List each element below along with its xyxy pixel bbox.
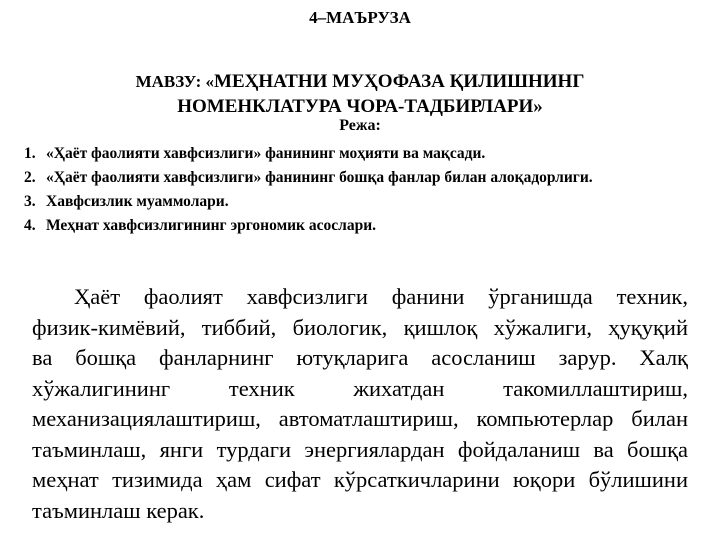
body-paragraph xyxy=(32,282,688,526)
body-line: хўжалигининг техник жихатдан такомиллаштириш, xyxy=(32,375,688,401)
body-line: Ҳаёт фаолият хавфсизлиги фанини ўрганишда техник, xyxy=(74,284,688,309)
plan-item-text: Меҳнат хавфсизлигининг эргономик асослари. xyxy=(46,217,376,234)
plan-item-number: 1. xyxy=(24,145,36,162)
body-line: физик-кимёвий, тиббий, биологик, қишлоқ хўжалиги, ҳуқуқий xyxy=(32,314,688,340)
plan-item-text: Хавфсизлик муаммолари. xyxy=(46,193,229,210)
lecture-number: 4–МАЪРУЗА xyxy=(309,8,411,27)
plan-list xyxy=(24,142,593,238)
topic-line-2: НОМЕНКЛАТУРА ЧОРА-ТАДБИРЛАРИ» xyxy=(177,96,543,117)
topic-prefix: МАВЗУ: « xyxy=(135,72,215,91)
body-line: таъминлаш, янги турдаги энергиялардан фойдаланиш ва бошқа xyxy=(32,436,688,462)
topic-line-1: МЕҲНАТНИ МУҲОФАЗА ҚИЛИШНИНГ xyxy=(214,71,585,92)
topic-title xyxy=(0,70,720,119)
plan-item xyxy=(24,166,593,190)
plan-item-text: «Ҳаёт фаолияти хавфсизлиги» фанининг моҳияти ва мақсади. xyxy=(46,145,486,162)
plan-item-number: 3. xyxy=(24,193,36,210)
plan-item-number: 4. xyxy=(24,217,36,234)
plan-heading: Режа: xyxy=(339,117,381,134)
body-line: механизациялаштириш, автоматлаштириш, компьютерлар билан xyxy=(32,406,688,431)
plan-item-text: «Ҳаёт фаолияти хавфсизлиги» фанининг бошқа фанлар билан алоқадорлиги. xyxy=(46,169,593,186)
body-line: таъминлаш керак. xyxy=(32,497,205,523)
plan-item-number: 2. xyxy=(24,169,36,186)
plan-item xyxy=(24,142,593,166)
plan-item xyxy=(24,190,593,214)
body-line: ва бошқа фанларнинг ютуқларига асосланиш зарур. Халқ xyxy=(32,345,688,370)
body-line: меҳнат тизимида ҳам сифат кўрсаткичларини юқори бўлишини xyxy=(32,467,688,492)
plan-item xyxy=(24,214,593,238)
